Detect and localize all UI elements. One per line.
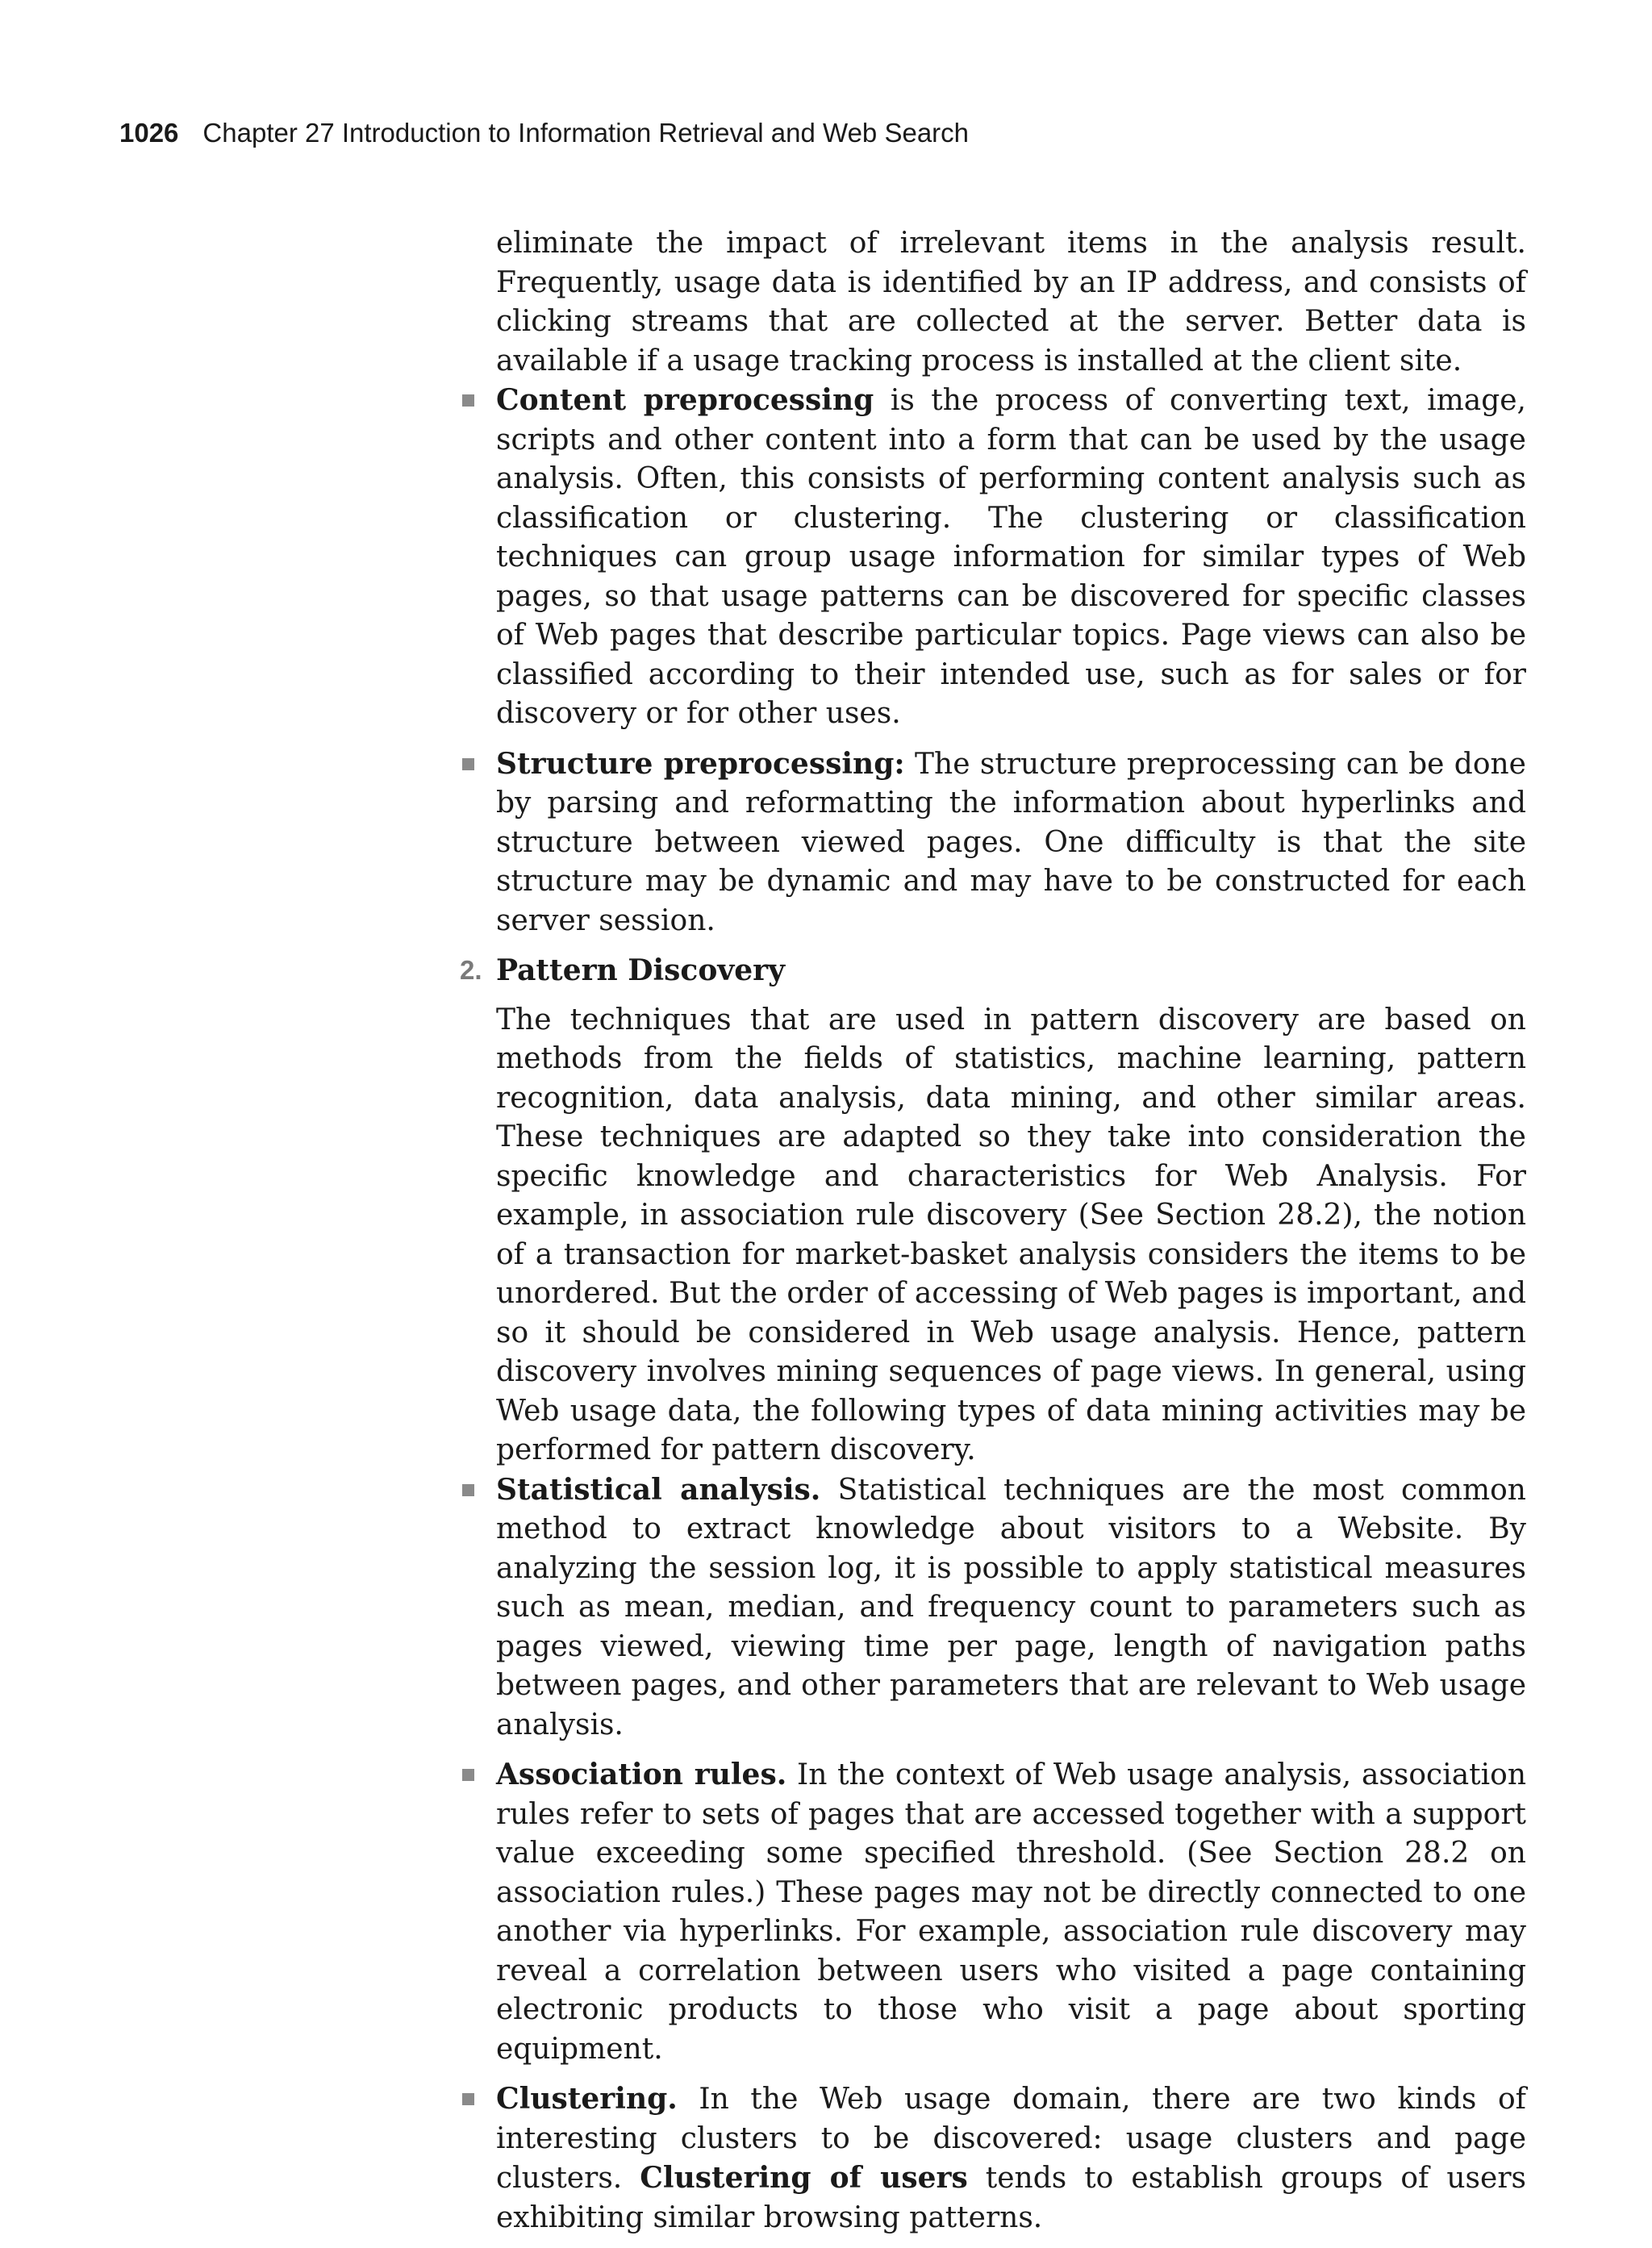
list-item-body: In the context of Web usage analysis, association rules refer to sets of pages that are accessed together with a support value exceeding some specified threshold. (See Section 28.2 on association rules.) These pages may not be directly connected to one another via hyperlinks. For example, association rule discovery may reveal a correlation between users who visited a page containing electronic products to those who visit a page about sporting equipment.: [496, 1758, 1527, 2066]
list-item-structure-preprocessing: [496, 744, 1526, 941]
section-number: 2.: [460, 955, 482, 985]
running-head: [119, 118, 969, 148]
continuation-paragraph: eliminate the impact of irrelevant items in the analysis result. Frequently, usage data is identified by an IP address, and consists of clicking streams that are collected at the server. Better data is available if a usage tracking process is installed at the client site.: [496, 227, 1526, 377]
list-item-term: Association rules.: [496, 1758, 787, 1791]
list-item-association-rules: [496, 1755, 1526, 2069]
list-item-content-preprocessing: [496, 381, 1526, 734]
section-intro-paragraph: The techniques that are used in pattern discovery are based on methods from the fields of statistics, machine learning, pattern recognition, data analysis, data mining, and other similar areas. These techniques are adapted so they take into consideration the specific knowledge and characteristics for Web Analysis. For example, in association rule discovery (See Section 28.2), the notion of a transaction for market-basket analysis considers the items to be unordered. But the order of accessing of Web pages is important, and so it should be considered in Web usage analysis. Hence, pattern discovery involves mining sequences of page views. In general, using Web usage data, the following types of data mining activities may be performed for pattern discovery.: [496, 1003, 1526, 1466]
list-item-term: Clustering.: [496, 2082, 678, 2116]
list-item-text: [496, 381, 1526, 734]
body-text: [460, 224, 1527, 2248]
list-item-term: Content preprocessing: [496, 383, 874, 417]
list-item-clustering: [496, 2079, 1526, 2238]
list-item-text: [496, 744, 1526, 941]
list-item-statistical-analysis: [496, 1470, 1526, 1745]
page-number: 1026: [119, 118, 179, 148]
list-item-body: The structure preprocessing can be done by parsing and reformatting the information about hyperlinks and structure between viewed pages. One difficulty is that the site structure may be dynamic and may have to be constructed for each server session.: [496, 747, 1526, 937]
square-bullet-icon: [462, 758, 474, 770]
list-item-body: is the process of converting text, image, scripts and other content into a form that can be used by the usage analysis. Often, this consists of performing content analysis such as classification or clustering. The clustering or classification techniques can group usage information for similar types of Web pages, so that usage patterns can be discovered for specific classes of Web pages that describe particular topics. Page views can also be classified according to their intended use, such as for sales or for discovery or for other uses.: [496, 384, 1526, 730]
list-item-body: In the Web usage domain, there are two kinds of interesting clusters to be discovered: usage clusters and page clusters.: [496, 2083, 1526, 2195]
running-title: Chapter 27 Introduction to Information Retrieval and Web Search: [202, 118, 970, 148]
list-item-term-inline: Clustering of users: [640, 2161, 968, 2195]
square-bullet-icon: [462, 1769, 474, 1781]
section-heading: [460, 951, 1526, 991]
list-item-text: [496, 1470, 1526, 1745]
list-item-text: [496, 1755, 1526, 2069]
square-bullet-icon: [462, 1484, 474, 1496]
square-bullet-icon: [462, 2093, 474, 2105]
list-item-body-end: tends to establish groups of users exhibiting similar browsing patterns.: [496, 2162, 1527, 2234]
square-bullet-icon: [462, 394, 474, 407]
section-title: Pattern Discovery: [496, 953, 786, 987]
list-item-body: Statistical techniques are the most common method to extract knowledge about visitors to a Website. By analyzing the session log, it is possible to apply statistical measures such as mean, median, and frequency count to parameters such as pages viewed, viewing time per page, length of navigation paths between pages, and other parameters that are relevant to Web usage analysis.: [496, 1473, 1526, 1741]
list-item-term: Statistical analysis.: [496, 1472, 821, 1507]
list-item-text: [496, 2079, 1526, 2238]
list-item-term: Structure preprocessing:: [496, 746, 905, 781]
